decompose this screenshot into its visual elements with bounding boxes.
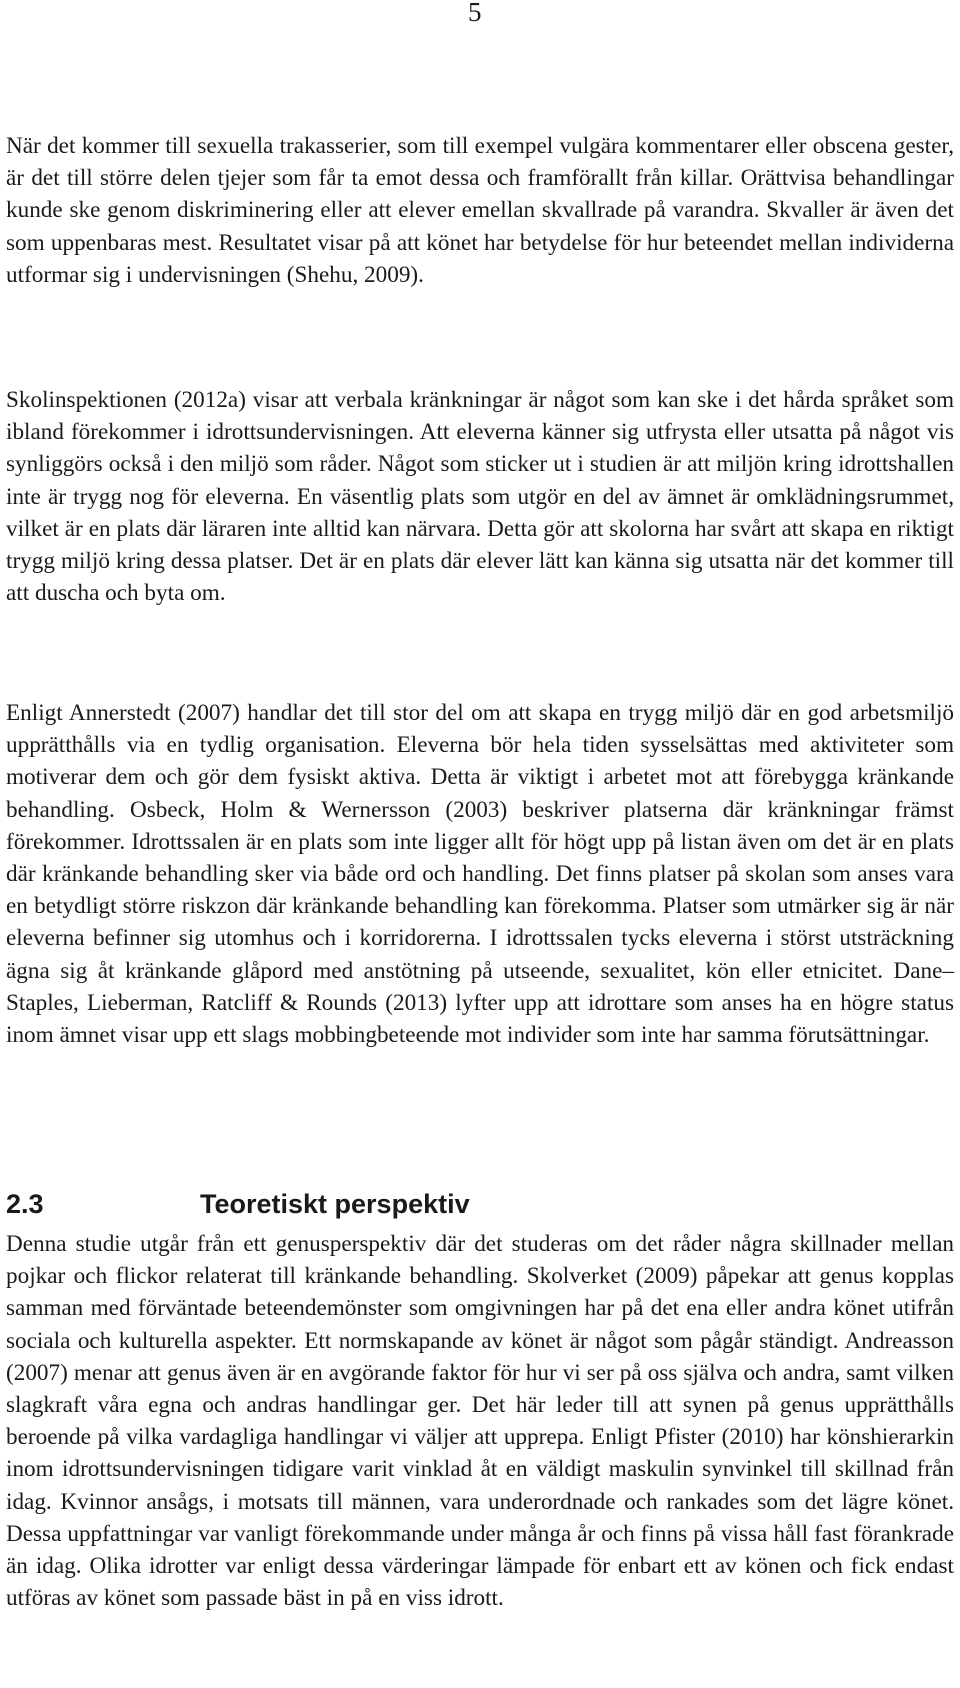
section-heading [6,1186,470,1222]
paragraph-sexual-harassment: När det kommer till sexuella trakasserier, som till exempel vulgära kommentarer eller obscena gester, är det till större delen tjejer som får ta emot dessa och framförallt från killar. Orättvisa behandlingar kunde ske genom diskriminering eller att elever emellan skvallrade på varandra. Skvaller är även det som uppenbaras mest. Resultatet visar på att könet har betydelse för hur beteendet mellan individerna utformar sig i undervisningen (Shehu, 2009). [6,133,954,288]
section-number: 2.3 [6,1189,44,1219]
page-number: 5 [468,0,482,27]
document-page [6,0,960,1688]
paragraph-school-inspection: Skolinspektionen (2012a) visar att verbala kränkningar är något som kan ske i det hårda språket som ibland förekommer i idrottsundervisningen. Att eleverna känner sig utfrysta eller utsatta på något vis synliggörs också i den miljö som råder. Något som sticker ut i studien är att miljön kring idrottshallen inte är trygg nog för eleverna. En väsentlig plats som utgör en del av ämnet är omklädningsrummet, vilket är en plats där läraren inte alltid kan närvara. Detta gör att skolorna har svårt att skapa en riktigt trygg miljö kring dessa platser. Det är en plats där elever lätt kan känna sig utsatta när det kommer till att duscha och byta om. [6,387,954,607]
paragraph-gender-perspective: Denna studie utgår från ett genusperspektiv där det studeras om det råder några skillnader mellan pojkar och flickor relaterat till kränkande behandling. Skolverket (2009) påpekar att genus kopplas samman med förväntade beteendemönster som omgivningen har på det ena eller andra könet utifrån sociala och kulturella aspekter. Ett normskapande av könet är något som pågår ständigt. Andreasson (2007) menar att genus även är en avgörande faktor för hur vi ser på oss själva och andra, samt vilken slagkraft våra egna och andras handlingar ger. Det här leder till att synen på genus upprätthålls beroende på vilka vardagliga handlingar vi väljer att upprepa. Enligt Pfister (2010) har könshierarkin inom idrottsundervisningen tidigare varit vinklad åt en väldigt maskulin synvinkel till skillnad från idag. Kvinnor ansågs, i motsats till männen, vara underordnade och rankades som det lägre könet. Dessa uppfattningar var vanligt förekommande under många år och finns på vissa håll fast förankrade än idag. Olika idrotter var enligt dessa värderingar lämpade för enbart ett av könen och fick endast utföras av könet som passade bäst in på en viss idrott. [6,1231,954,1612]
section-title: Teoretiskt perspektiv [200,1189,470,1219]
paragraph-safe-environment: Enligt Annerstedt (2007) handlar det till stor del om att skapa en trygg miljö där en god arbetsmiljö upprätthålls via en tydlig organisation. Eleverna bör hela tiden sysselsättas med aktiviteter som motiverar dem och gör dem fysiskt aktiva. Detta är viktigt i arbetet mot att förebygga kränkande behandling. Osbeck, Holm & Wernersson (2003) beskriver platserna där kränkningar främst förekommer. Idrottssalen är en plats som inte ligger allt för högt upp på listan även om det är en plats där kränkande behandling sker via både ord och handling. Det finns platser på skolan som anses vara en betydligt större riskzon där kränkande behandling kan förekomma. Platser som utmärker sig är när eleverna befinner sig utomhus och i korridorerna. I idrottssalen tycks eleverna i störst utsträckning ägna sig åt kränkande glåpord med anstötning på utseende, sexualitet, kön eller etnicitet. Dane–Staples, Lieberman, Ratcliff & Rounds (2013) lyfter upp att idrottare som anses ha en högre status inom ämnet visar upp ett slags mobbingbeteende mot individer som inte har samma förutsättningar. [6,700,954,1049]
